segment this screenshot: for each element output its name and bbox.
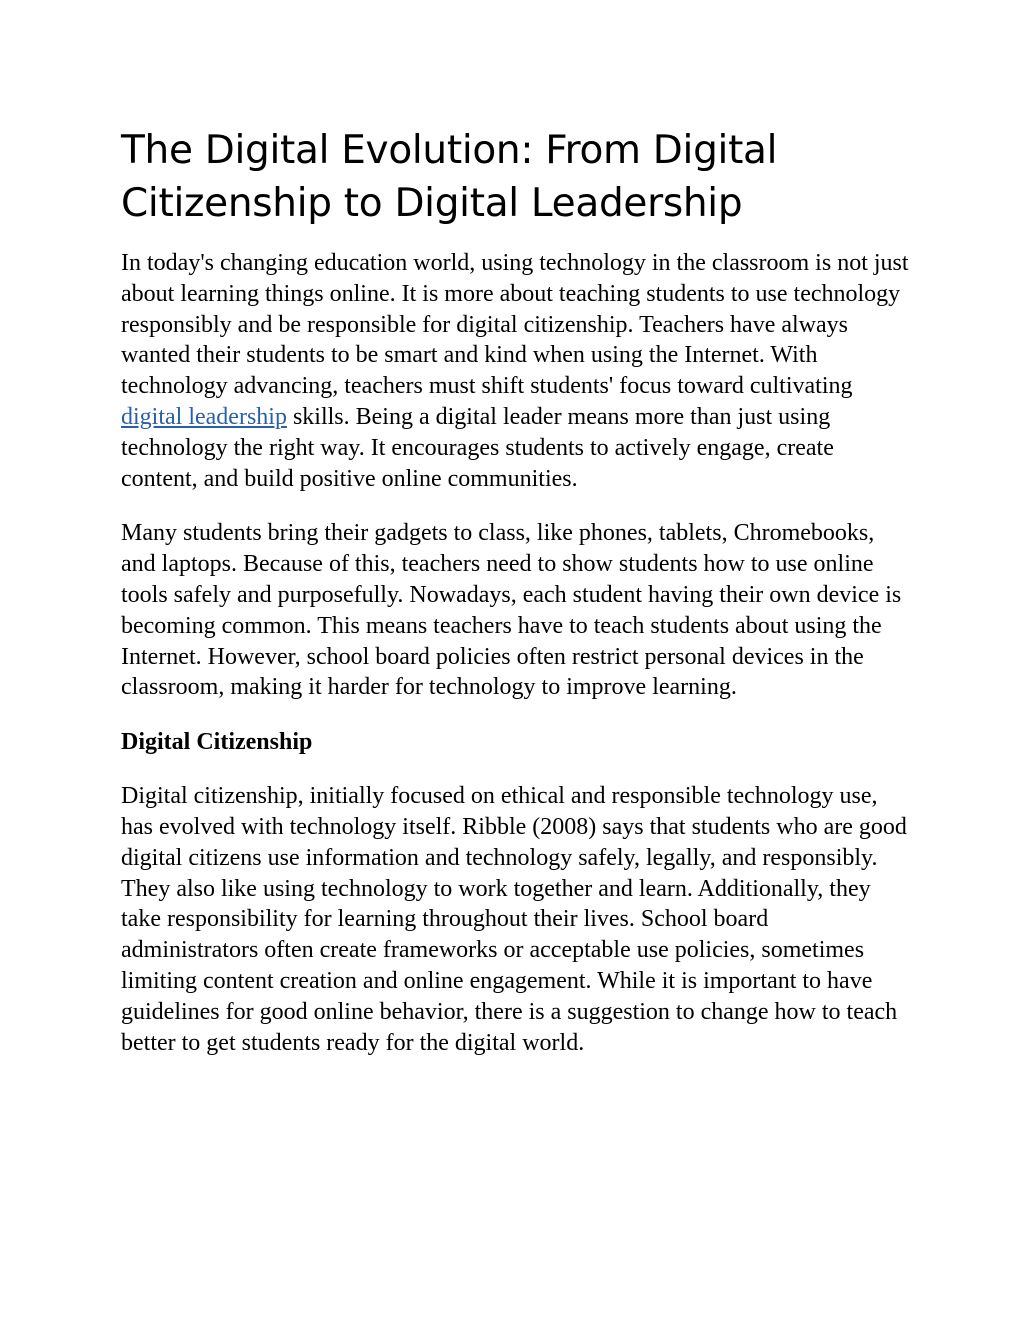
- intro-text-before-link: In today's changing education world, using technology in the classroom is not just about learning things online. It is more about teaching students to use technology responsibly and be responsible for digital citizenship. Teachers have always wanted their students to be smart and kind when using the Internet. With technology advancing, teachers must shift students' focus toward cultivating: [121, 250, 909, 400]
- document-title: The Digital Evolution: From Digital Citizenship to Digital Leadership: [121, 128, 778, 226]
- intro-paragraph: [121, 248, 911, 494]
- devices-paragraph: Many students bring their gadgets to class, like phones, tablets, Chromebooks, and laptops. Because of this, teachers need to show students how to use online tools safely and purposefully. Nowadays, each student having their own device is becoming common. This means teachers have to teach students about using the Internet. However, school board policies often restrict personal devices in the classroom, making it harder for technology to improve learning.: [121, 520, 902, 701]
- section-heading-digital-citizenship: Digital Citizenship: [121, 729, 313, 756]
- digital-citizenship-paragraph: Digital citizenship, initially focused on ethical and responsible technology use, has evolved with technology itself. Ribble (2008) says that students who are good digital citizens use information and technology safely, legally, and responsibly. They also like using technology to work together and learn. Additionally, they take responsibility for learning throughout their lives. School board administrators often create frameworks or acceptable use policies, sometimes limiting content creation and online engagement. While it is important to have guidelines for good online behavior, there is a suggestion to change how to teach better to get students ready for the digital world.: [121, 783, 907, 1056]
- document-page: [121, 124, 911, 1082]
- intro-text-after-link: skills. Being a digital leader means more than just using technology the right way. It encourages students to actively engage, create content, and build positive online communities.: [121, 403, 834, 492]
- digital-leadership-link[interactable]: digital leadership: [121, 403, 287, 430]
